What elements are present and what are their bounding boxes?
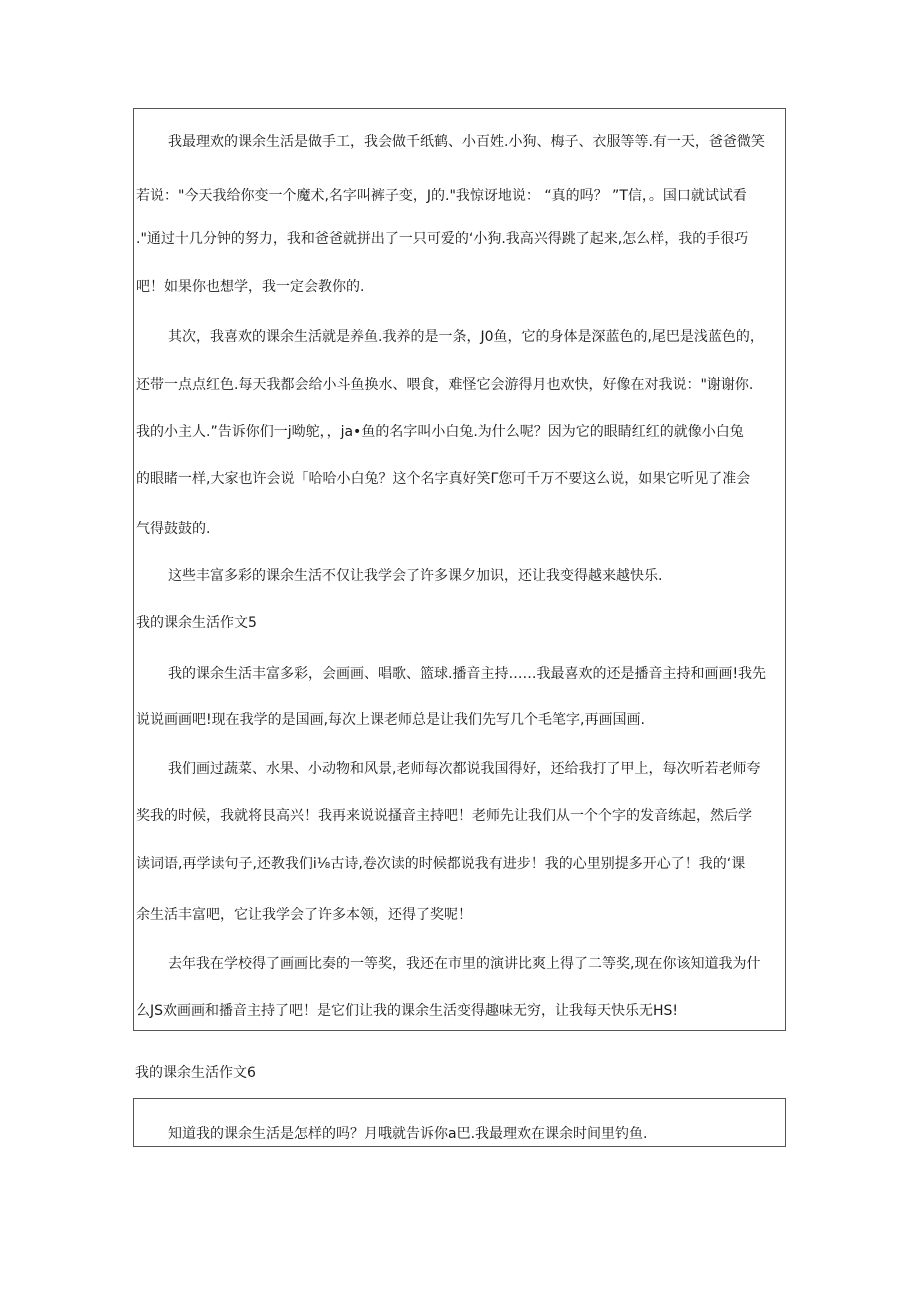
text-line: 余生活丰富吧，它让我学会了许多本领，还得了奖呢！ xyxy=(136,907,472,923)
text-line: 我的小主人.”告诉你们一j呦鸵，，ja•鱼的名字叫小白兔.为什么呢？因为它的眼睛红红的就像小白兔 xyxy=(136,424,744,440)
text-line: ."通过十几分钟的努力，我和爸爸就拼出了一只可爱的‘小狗.我高兴得跳了起来,怎么样，我的手很巧 xyxy=(136,231,749,247)
text-line: 吧！如果你也想学，我一定会教你的. xyxy=(136,279,365,295)
text-line: 其次，我喜欢的课余生活就是养鱼.我养的是一条，J0鱼，它的身体是深蓝色的,尾巴是浅蓝色的， xyxy=(168,329,764,345)
text-line: 读词语,再学读句子,还教我们i⅛古诗,卷次读的时候都说我有进步！我的心里别提多开心了！我的‘课 xyxy=(136,856,746,872)
text-line: 我最理欢的课余生活是做手工，我会做千纸鹤、小百姓.小狗、梅子、衣服等等.有一天，爸爸微笑 xyxy=(168,134,765,150)
text-line: 气得鼓鼓的. xyxy=(136,521,211,537)
essay-box-2 xyxy=(133,1098,786,1147)
text-line: 的眼睹一样,大家也许会说「哈哈小白兔？这个名字真好笑Γ您可千万不要这么说，如果它听见了准会 xyxy=(136,471,751,487)
text-line: 若说："今天我给你变一个魔术,名字叫裤子变，J的."我惊讶地说： “真的吗？ ”T信，。国口就试试看 xyxy=(136,188,747,204)
section-heading: 我的课余生活作文5 xyxy=(136,615,257,631)
essay-box-1 xyxy=(133,108,786,1031)
text-line: 我们画过蔬菜、水果、小动物和风景,老师每次都说我国得好，还给我打了甲上，每次听若老师夸 xyxy=(168,761,761,777)
text-line: 知道我的课余生活是怎样的吗？月哦就告诉你a巴.我最理欢在课余时间里钓鱼. xyxy=(168,1126,648,1142)
text-line: 奖我的时候，我就将艮高兴！我再来说说搔音主持吧！老师先让我们从一个个字的发音练起，然后学 xyxy=(136,808,752,824)
section-heading: 我的课余生活作文6 xyxy=(135,1065,256,1081)
text-line: 我的课余生活丰富多彩，会画画、唱歌、篮球.播音主持……我最喜欢的还是播音主持和画画!我先 xyxy=(168,666,767,682)
text-line: 还带一点点红色.每天我都会给小斗鱼换水、喂食，难怪它会游得月也欢快，好像在对我说："谢谢你. xyxy=(136,377,754,393)
text-line: 去年我在学校得了画画比奏的一等奖，我还在市里的演讲比爽上得了二等奖,现在你该知道我为什 xyxy=(168,956,761,972)
text-line: 么JS欢画画和播音主持了吧！是它们让我的课余生活变得趣味无穷，让我每天快乐无HS! xyxy=(136,1003,679,1019)
text-line: 说说画画吧!现在我学的是国画,每次上课老师总是让我们先写几个毛笔字,再画国画. xyxy=(136,712,645,728)
text-line: 这些丰富多彩的课余生活不仅让我学会了许多课夕加识，还让我变得越来越快乐. xyxy=(168,568,663,584)
